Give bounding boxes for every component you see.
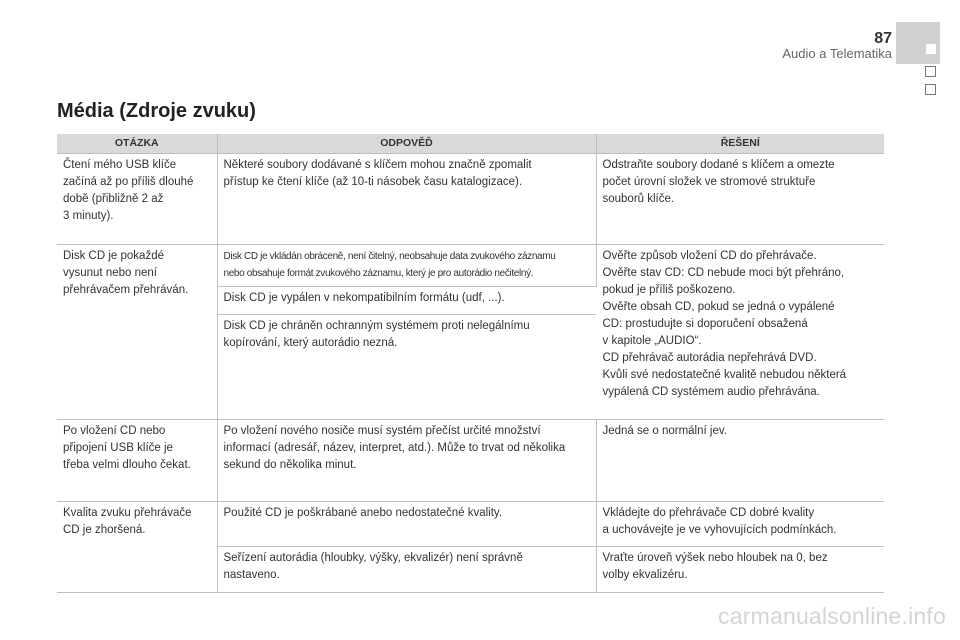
solution-cell: Jedná se o normální jev.	[596, 420, 884, 502]
table-row	[57, 502, 884, 547]
answer-cell: Disk CD je vkládán obráceně, není čitelný, neobsahuje data zvukového záznamu nebo obsahuje formát zvukového záznamu, který je pro autorádio nečitelný.	[217, 245, 596, 287]
solution-cell: Vkládejte do přehrávače CD dobré kvality a uchovávejte je ve vyhovujících podmínkách.	[596, 502, 884, 547]
watermark: carmanualsonline.info	[718, 603, 946, 629]
answer-cell: Po vložení nového nosiče musí systém přečíst určité množství informací (adresář, název, interpret, atd.). Může to trvat od několika sekund do několika minut.	[217, 420, 596, 502]
answer-cell: Seřízení autorádia (hloubky, výšky, ekvalizér) není správně nastaveno.	[217, 547, 596, 593]
page-number: 87	[874, 30, 892, 47]
chapter-title: Audio a Telematika	[782, 46, 892, 61]
solution-cell: Ověřte způsob vložení CD do přehrávače. Ověřte stav CD: CD nebude moci být přehráno, pokud je příliš poškozeno. Ověřte obsah CD, pokud se jedná o vypálené CD: prostudujte si doporučení obsažená v kapitole „AUDIO“. CD přehrávač autorádia nepřehrává DVD. Kvůli své nedostatečné kvalitě nebudou některá vypálená CD systémem audio přehrávána.	[596, 245, 884, 420]
question-cell: Disk CD je pokaždé vysunut nebo není přehrávačem přehráván.	[57, 245, 217, 420]
table-header-row	[57, 134, 884, 154]
chapter-marker-icon	[925, 84, 936, 95]
solution-cell: Odstraňte soubory dodané s klíčem a omezte počet úrovní složek ve stromové struktuře souborů klíče.	[596, 154, 884, 245]
question-cell: Čtení mého USB klíče začíná až po příliš dlouhé době (přibližně 2 až 3 minuty).	[57, 154, 217, 245]
chapter-marker-icon	[925, 66, 936, 77]
column-header-solution: ŘEŠENÍ	[596, 134, 884, 154]
section-title: Média (Zdroje zvuku)	[57, 100, 256, 122]
chapter-tab	[896, 22, 940, 64]
table-row	[57, 245, 884, 287]
question-cell: Po vložení CD nebo připojení USB klíče je třeba velmi dlouho čekat.	[57, 420, 217, 502]
column-header-answer: ODPOVĚĎ	[217, 134, 596, 154]
answer-cell: Disk CD je chráněn ochranným systémem proti nelegálnímu kopírování, který autorádio nezná.	[217, 315, 596, 420]
answer-cell: Použité CD je poškrábané anebo nedostatečné kvality.	[217, 502, 596, 547]
answer-cell: Disk CD je vypálen v nekompatibilním formátu (udf, ...).	[217, 287, 596, 315]
faq-table	[57, 134, 884, 593]
table-row	[57, 154, 884, 245]
table-row	[57, 420, 884, 502]
chapter-marker-current-icon	[926, 44, 936, 54]
question-cell: Kvalita zvuku přehrávače CD je zhoršená.	[57, 502, 217, 593]
column-header-question: OTÁZKA	[57, 134, 217, 154]
answer-cell: Některé soubory dodávané s klíčem mohou značně zpomalit přístup ke čtení klíče (až 10-ti násobek času katalogizace).	[217, 154, 596, 245]
solution-cell: Vraťte úroveň výšek nebo hloubek na 0, bez volby ekvalizéru.	[596, 547, 884, 593]
